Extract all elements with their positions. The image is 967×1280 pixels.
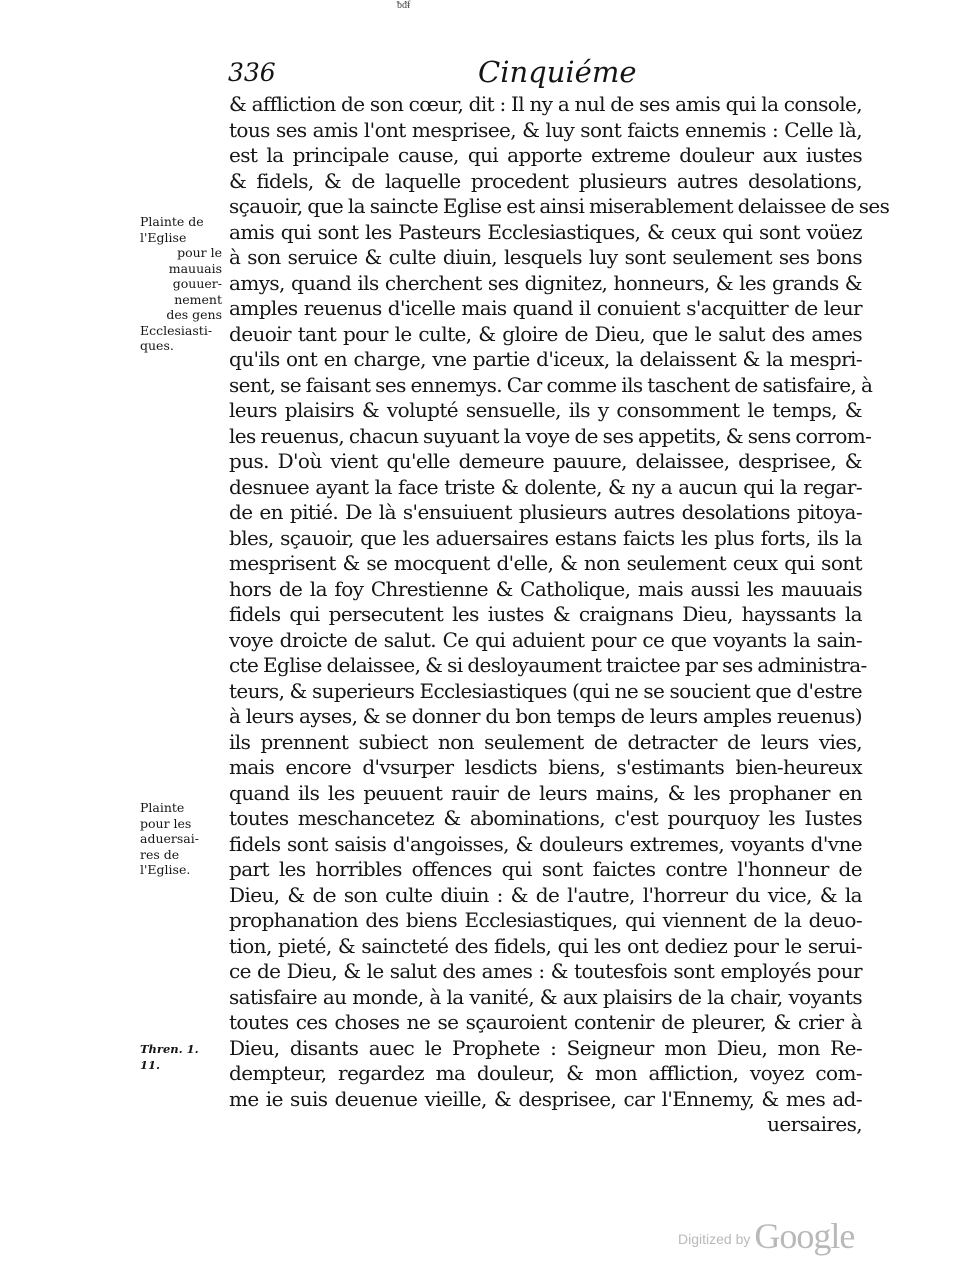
text-line: fidels sont saisis d'angoisses, & douleurs extremes, voyants d'vne (229, 831, 862, 856)
text-line: à son seruice & culte diuin, lesquels luy sont seulement ses bons (229, 245, 862, 269)
text-line: part les horribles offences qui sont faictes contre l'honneur de (229, 857, 862, 881)
text-line: fidels qui persecutent les iustes & craignans Dieu, hayssants la (229, 602, 862, 626)
text-line: ils prennent subiect non seulement de detracter de leurs vies, (229, 729, 862, 754)
text-line: amis qui sont les Pasteurs Ecclesiastiques, & ceux qui sont voüez (229, 219, 862, 244)
text-line: amples reuenus d'icelle mais quand il conuient s'acquitter de leur (229, 296, 862, 320)
text-line: à leurs ayses, & se donner du bon temps de leurs amples reuenus) (229, 704, 862, 728)
text-line: desnuee ayant la face triste & dolente, & ny a aucun qui la regar- (229, 474, 862, 499)
margin-note-line: pour les (140, 815, 192, 831)
text-line: hors de la foy Chrestienne & Catholique, mais aussi les mauuais (229, 576, 862, 601)
margin-note-line: Plainte de (140, 214, 204, 229)
margin-note-line: l'Eglise. (140, 862, 191, 877)
margin-note-line: 11. (140, 1057, 161, 1072)
text-line: toutes meschancetez & abominations, c'est pourquoy les Iustes (229, 806, 862, 830)
page-number: 336 (228, 58, 276, 87)
top-ornament: ᵬᵭᵮ (397, 0, 411, 11)
text-line: deuoir tant pour le culte, & gloire de Dieu, que le salut des ames (229, 321, 862, 346)
margin-note-adversaries (140, 800, 222, 878)
text-line: de en pitié. De là s'ensuiuent plusieurs autres desolations pitoya- (229, 500, 862, 524)
margin-note-line: Plainte (140, 800, 185, 815)
text-line: est la principale cause, qui apporte extreme douleur aux iustes (229, 143, 862, 167)
digitized-watermark (678, 1215, 854, 1257)
text-line: quand ils les peuuent rauir de leurs mains, & les prophaner en (229, 780, 862, 805)
text-line: amys, quand ils cherchent ses dignitez, honneurs, & les grands & (229, 270, 862, 295)
margin-note-line: des gens (166, 307, 222, 322)
margin-note-line: res de (140, 846, 180, 862)
text-line: teurs, & superieurs Ecclesiastiques (qui ne se soucient que d'estre (229, 678, 862, 703)
margin-note-line: ques. (140, 338, 174, 353)
text-line: leurs plaisirs & volupté sensuelle, ils y consomment le temps, & (229, 398, 862, 422)
margin-note-line: aduersai- (140, 831, 199, 846)
text-line: mais encore d'vsurper lesdicts biens, s'estimants bien-heureux (229, 755, 862, 779)
text-line: prophanation des biens Ecclesiastiques, qui viennent de la deuo- (229, 908, 862, 932)
text-line: & affliction de son cœur, dit : Il ny a nul de ses amis qui la console, (229, 92, 862, 116)
text-line: satisfaire au monde, à la vanité, & aux plaisirs de la chair, voyants (229, 984, 862, 1009)
body-text (229, 92, 890, 1138)
text-line: tous ses amis l'ont mesprisee, & luy sont faicts ennemis : Celle là, (229, 117, 862, 142)
margin-note-line: Thren. 1. (140, 1042, 199, 1056)
running-head: Cinquiéme (478, 55, 637, 89)
margin-note-scripture-reference (140, 1042, 222, 1073)
text-line: voye droicte de salut. Ce qui aduient pour ce que voyants la sain- (229, 627, 862, 652)
text-line: cte Eglise delaissee, & si desloyaument traictee par ses administra- (229, 653, 867, 677)
text-line: me ie suis deuenue vieille, & desprisee, car l'Ennemy, & mes ad- (229, 1086, 862, 1111)
text-line: tion, pieté, & saincteté des fidels, qui les ont dediez pour le serui- (229, 933, 862, 958)
text-line: ce de Dieu, & le salut des ames : & toutesfois sont employés pour (229, 959, 862, 983)
margin-note-line: pour le (177, 245, 222, 260)
text-line: sçauoir, que la saincte Eglise est ainsi miserablement delaissee de ses (229, 194, 890, 218)
text-line: & fidels, & de laquelle procedent plusieurs autres desolations, (229, 168, 862, 193)
text-line: qu'ils ont en charge, vne partie d'iceux, la delaissent & la mespri- (229, 347, 862, 371)
watermark-prefix: Digitized by (678, 1231, 751, 1247)
margin-note-line: Ecclesiasti- (140, 322, 213, 338)
text-line: Dieu, disants auec le Prophete : Seigneur mon Dieu, mon Re- (229, 1035, 862, 1060)
text-line: bles, sçauoir, que les aduersaires estans faicts les plus forts, ils la (229, 525, 862, 550)
text-line-catchword: uersaires, (767, 1112, 862, 1136)
margin-note-line: nement (174, 291, 222, 307)
text-line: les reuenus, chacun suyuant la voye de ses appetits, & sens corrom- (229, 423, 872, 448)
google-logo: Google (754, 1216, 855, 1256)
margin-note-line: gouuer- (172, 276, 222, 291)
margin-note-line: mauuais (168, 260, 222, 276)
text-line: Dieu, & de son culte diuin : & de l'autre, l'horreur du vice, & la (229, 882, 862, 907)
text-line: pus. D'où vient qu'elle demeure pauure, delaissee, desprisee, & (229, 449, 862, 473)
text-line: mesprisent & se mocquent d'elle, & non seulement ceux qui sont (229, 551, 862, 575)
text-line: toutes ces choses ne se sçauroient contenir de pleurer, & crier à (229, 1010, 862, 1034)
text-line: sent, se faisant ses ennemys. Car comme ils taschent de satisfaire, à (229, 372, 873, 397)
text-line: dempteur, regardez ma douleur, & mon affliction, voyez com- (229, 1061, 862, 1085)
margin-note-line: l'Eglise (140, 229, 187, 245)
margin-note-ecclesiastics (140, 214, 222, 354)
